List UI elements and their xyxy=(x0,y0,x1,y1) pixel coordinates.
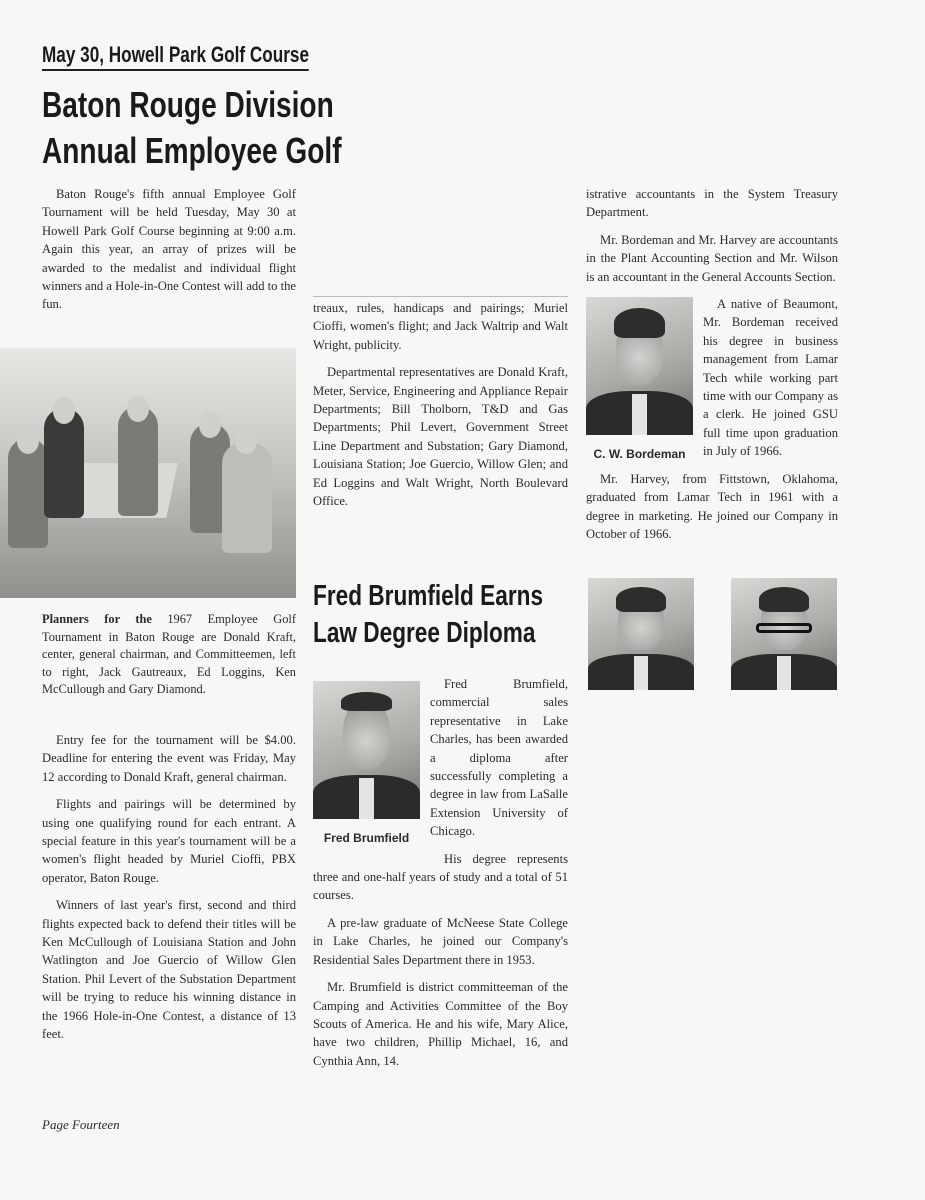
golf-intro-block xyxy=(42,185,296,323)
accountants-paragraph: A native of Beaumont, Mr. Bordeman received his degree in business management from Lamar Tech while working part time with our Company as a clerk. He joined GSU full time upon graduation in July of 1966. xyxy=(703,297,838,459)
harvey-photo xyxy=(588,578,694,690)
wilson-photo xyxy=(731,578,837,690)
golf-photo-caption: 1967 Employee Golf Tournament in Baton Rouge are Donald Kraft, center, general chairman, and Committeemen, left to right, Jack Gautreaux, Ed Loggins, Ken McCullough and Gary Diamond. xyxy=(42,612,296,697)
brumfield-photo-figure xyxy=(313,681,420,847)
golf-intro: Baton Rouge's fifth annual Employee Golf Tournament will be held Tuesday, May 30 at Howell Park Golf Course beginning at 9:00 a.m. Again this year, an array of prizes will be awarded to the medalist and individual flight winners and a Hole-in-One Contest will add to the fun. xyxy=(42,187,296,312)
page-number: Page Fourteen xyxy=(42,1117,120,1132)
bordeman-photo-caption: C. W. Bordeman xyxy=(593,447,686,462)
brumfield-photo-caption: Fred Brumfield xyxy=(323,831,410,845)
accountants-paragraph: Mr. Harvey, from Fittstown, Oklahoma, graduated from Lamar Tech in 1961 with a degree in marketing. He joined our Company in October of 1966. xyxy=(586,471,838,541)
bordeman-photo xyxy=(586,297,693,435)
golf-headline-line1: Baton Rouge Division xyxy=(42,84,334,125)
golf-planners-photo xyxy=(0,348,296,598)
glasses-icon xyxy=(756,623,811,633)
golf-continued: treaux, rules, handicaps and pairings; Muriel Cioffi, women's flight; and Jack Waltrip and Walt Wright, publicity. xyxy=(313,301,568,352)
accountants-body-block xyxy=(586,185,838,552)
brumfield-paragraph: Fred Brumfield, commercial sales representative in Lake Charles, has been awarded a diploma after successfully completing a degree in law from LaSalle Extension University of Chicago. xyxy=(430,677,568,839)
brumfield-paragraph: A pre-law graduate of McNeese State College in Lake Charles, he joined our Company's Residential Sales Department there in 1953. xyxy=(313,915,568,967)
golf-representatives: Departmental representatives are Donald Kraft, Meter, Service, Engineering and Appliance Repair Departments; Bill Tholborn, T&D and Gas Departments; Phil Levert, Government Street Line Department and Substation; Gary Diamond, Louisiana Station; Joe Guercio, Willow Glen; and Ed Loggins and Walt Wright, North Boulevard Office. xyxy=(313,365,568,509)
brumfield-headline-line1: Fred Brumfield Earns xyxy=(313,580,544,612)
brumfield-photo xyxy=(313,681,420,819)
golf-photo-caption-block xyxy=(42,611,296,708)
golf-headline-line2: Annual Employee Golf xyxy=(42,130,342,171)
accountants-paragraph: Mr. Bordeman and Mr. Harvey are accountants in the Plant Accounting Section and Mr. Wilson is an accountant in the General Accounts Section. xyxy=(586,232,838,284)
bordeman-photo-figure xyxy=(586,297,693,463)
brumfield-paragraph: His degree represents three and one-half years of study and a total of 51 courses. xyxy=(313,851,568,903)
brumfield-headline-line2: Law Degree Diploma xyxy=(313,617,536,649)
golf-paragraph: Winners of last year's first, second and third flights expected back to defend their titles will be Ken McCullough of Louisiana Station and John Watlington and Joe Guercio of Willow Glen Station. Phil Levert of the Substation Department will be trying to reduce his winning distance in the 1966 Hole-in-One Contest, a distance of 13 feet. xyxy=(42,898,296,1042)
brumfield-body-block xyxy=(313,675,568,1079)
article-kicker: May 30, Howell Park Golf Course xyxy=(42,42,309,71)
golf-paragraph: Entry fee for the tournament will be $4.00. Deadline for entering the event was Friday, May 12 according to Donald Kraft, general chairman. xyxy=(42,733,296,784)
golf-body-block xyxy=(42,731,296,1053)
accountants-paragraph: istrative accountants in the System Treasury Department. xyxy=(586,187,838,220)
brumfield-paragraph: Mr. Brumfield is district committeeman of the Camping and Activities Committee of the Boy Scouts of America. He and his wife, Mary Alice, have two children, Phillip Michael, 16, and Cynthia Ann, 14. xyxy=(313,980,568,1068)
golf-continued-block xyxy=(313,296,568,519)
caption-lead: Planners for the xyxy=(42,612,152,626)
golf-paragraph: Flights and pairings will be determined by using one qualifying round for each entrant. A special feature in this year's tournament will be a women's flight headed by Muriel Cioffi, PBX operator, Baton Rouge. xyxy=(42,797,296,885)
